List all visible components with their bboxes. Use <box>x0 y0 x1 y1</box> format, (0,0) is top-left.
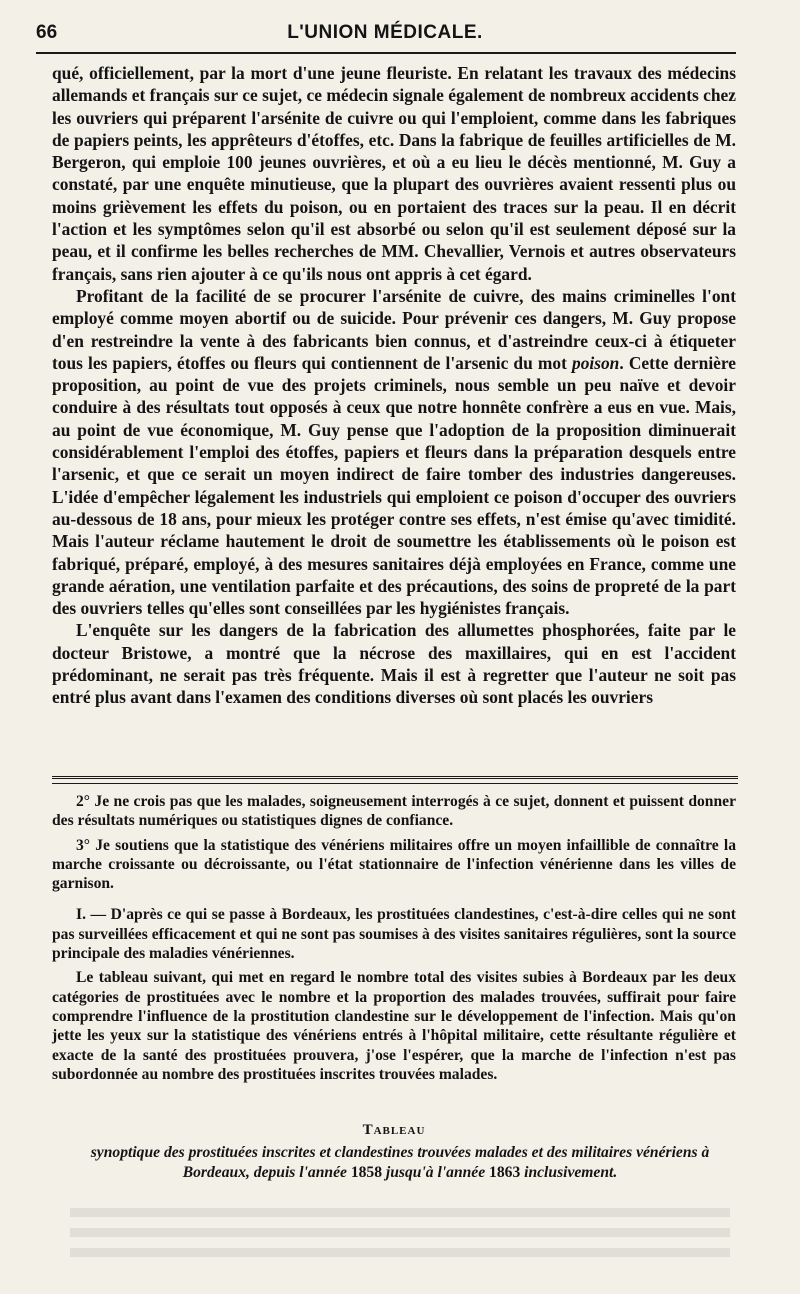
note-point-2: 2° Je ne crois pas que les malades, soigneusement interrogés à ce sujet, donnent et puissent donner des résultats numériques ou statistiques dignes de confiance. <box>52 793 736 830</box>
running-title: L'UNION MÉDICALE. <box>287 22 483 43</box>
tableau-desc-part-c: inclusivement. <box>520 1163 618 1181</box>
p2-text-a: Profitant de la facilité de se procurer l'arsénite de cuivre, des mains criminelles l'ont employé comme moyen abortif ou de suicide. Pour prévenir ces dangers, M. Guy propose d'en restreindre la vente à des fabricants bien connus, et d'astreindre ceux-ci à étiqueter tous les papiers, étoffes ou fleurs qui contiennent de l'arsenic du mot <box>52 285 736 373</box>
paragraph-criminal-use <box>52 285 736 619</box>
tableau-year-start: 1858 <box>350 1163 383 1181</box>
table-intro-paragraph: Le tableau suivant, qui met en regard le nombre total des visites subies à Bordeaux par les deux catégories de prostituées avec le nombre et la proportion des malades trouvées, suffirait pour faire comprendre l'influence de la prostitution clandestine sur le développement de l'infection. Mais qu'on jette les yeux sur la statistique des vénériens entrés à l'hôpital militaire, cette résultante régulière et exacte de la santé des prostituées prouvera, j'ose l'espérer, que la marche de l'infection n'est pas subordonnée au nombre des prostituées inscrites trouvées malades. <box>52 969 736 1083</box>
bleed-through-shadow <box>70 1208 730 1268</box>
paragraph-arsenite-workers: qué, officiellement, par la mort d'une jeune fleuriste. En relatant les travaux des médecins allemands et français sur ce sujet, ce médecin signale également de nombreux accidents chez les ouvriers qui préparent l'arsénite de cuivre ou qui l'emploient, comme dans les fabriques de papiers peints, les apprêteurs d'étoffes, etc. Dans la fabrique de feuilles artificielles de M. Bergeron, qui emploie 100 jeunes ouvrières, et où a eu lieu le décès mentionné, M. Guy a constaté, par une enquête minutieuse, que la plupart des ouvrières avaient ressenti plus ou moins grièvement les effets du poison, ou en portaient des traces sur la peau. Il en décrit l'action et les symptômes selon qu'il est absorbé ou selon qu'il est seulement déposé sur la peau, et il confirme les belles recherches de MM. Chevallier, Vernois et autres observateurs français, sans rien ajouter à ce qu'ils nous ont appris à cet égard. <box>52 63 736 284</box>
syphilis-section <box>52 792 736 1089</box>
tableau-description <box>80 1143 720 1182</box>
tableau-year-end: 1863 <box>489 1163 521 1181</box>
italic-word-poison: poison <box>572 352 620 373</box>
header-rule <box>36 52 736 54</box>
main-text <box>52 62 736 709</box>
note-point-3: 3° Je soutiens que la statistique des vénériens militaires offre un moyen infaillible de connaître la marche croissante ou décroissante, ou l'état stationnaire de l'infection vénérienne dans les villes de garnison. <box>52 836 736 893</box>
page-header <box>36 18 734 48</box>
paragraph-phosphorus-matches: L'enquête sur les dangers de la fabrication des allumettes phosphorées, faite par le docteur Bristowe, a montré que la nécrose des maxillaires, qui en est l'accident prédominant, ne serait pas très fréquente. Mais il est à regretter que l'auteur ne soit pas entré plus avant dans l'examen des conditions diverses où sont placés les ouvriers <box>52 620 736 708</box>
page-number: 66 <box>36 22 58 43</box>
tableau-desc-part-a: synoptique des prostituées inscrites et clandestines trouvées malades et des militaires vénériens à Bordeaux, depuis l'année <box>90 1144 710 1181</box>
tableau-desc-part-b: jusqu'à l'année <box>382 1163 490 1181</box>
section-i-paragraph: I. — D'après ce qui se passe à Bordeaux, les prostituées clandestines, c'est-à-dire celles qui ne sont pas surveillées efficacement et qui ne sont pas soumises à des visites sanitaires régulières, sont la source principale des maladies vénériennes. <box>52 906 736 963</box>
p2-text-b: . Cette dernière proposition, au point de vue des projets criminels, nous semble un peu naïve et devoir conduire à des résultats tout opposés à ceux que notre honnête confrère a eus en vue. Mais, au point de vue économique, M. Guy pense que l'adoption de la proposition diminuerait considérablement l'emploi des étoffes, papiers et fleurs dans la préparation desquels entre l'arsenic, et que ce serait un moyen indirect de faire tomber des industries dangereuses. L'idée d'empêcher légalement les industriels qui emploient ce poison d'occuper des ouvriers au-dessous de 18 ans, pour mieux les protéger contre ses effets, n'est émise qu'avec timidité. Mais l'auteur réclame hautement le droit de soumettre les établissements où le poison est fabriqué, préparé, employé, à des mesures sanitaires déjà employées en France, comme une grande aération, une ventilation parfaite et des précautions, des soins de propreté de la part des ouvriers telles qu'elles sont conseillées par les hygiénistes français. <box>52 352 737 619</box>
section-separator-rule <box>52 776 738 784</box>
tableau-heading: Tableau <box>362 1122 426 1138</box>
